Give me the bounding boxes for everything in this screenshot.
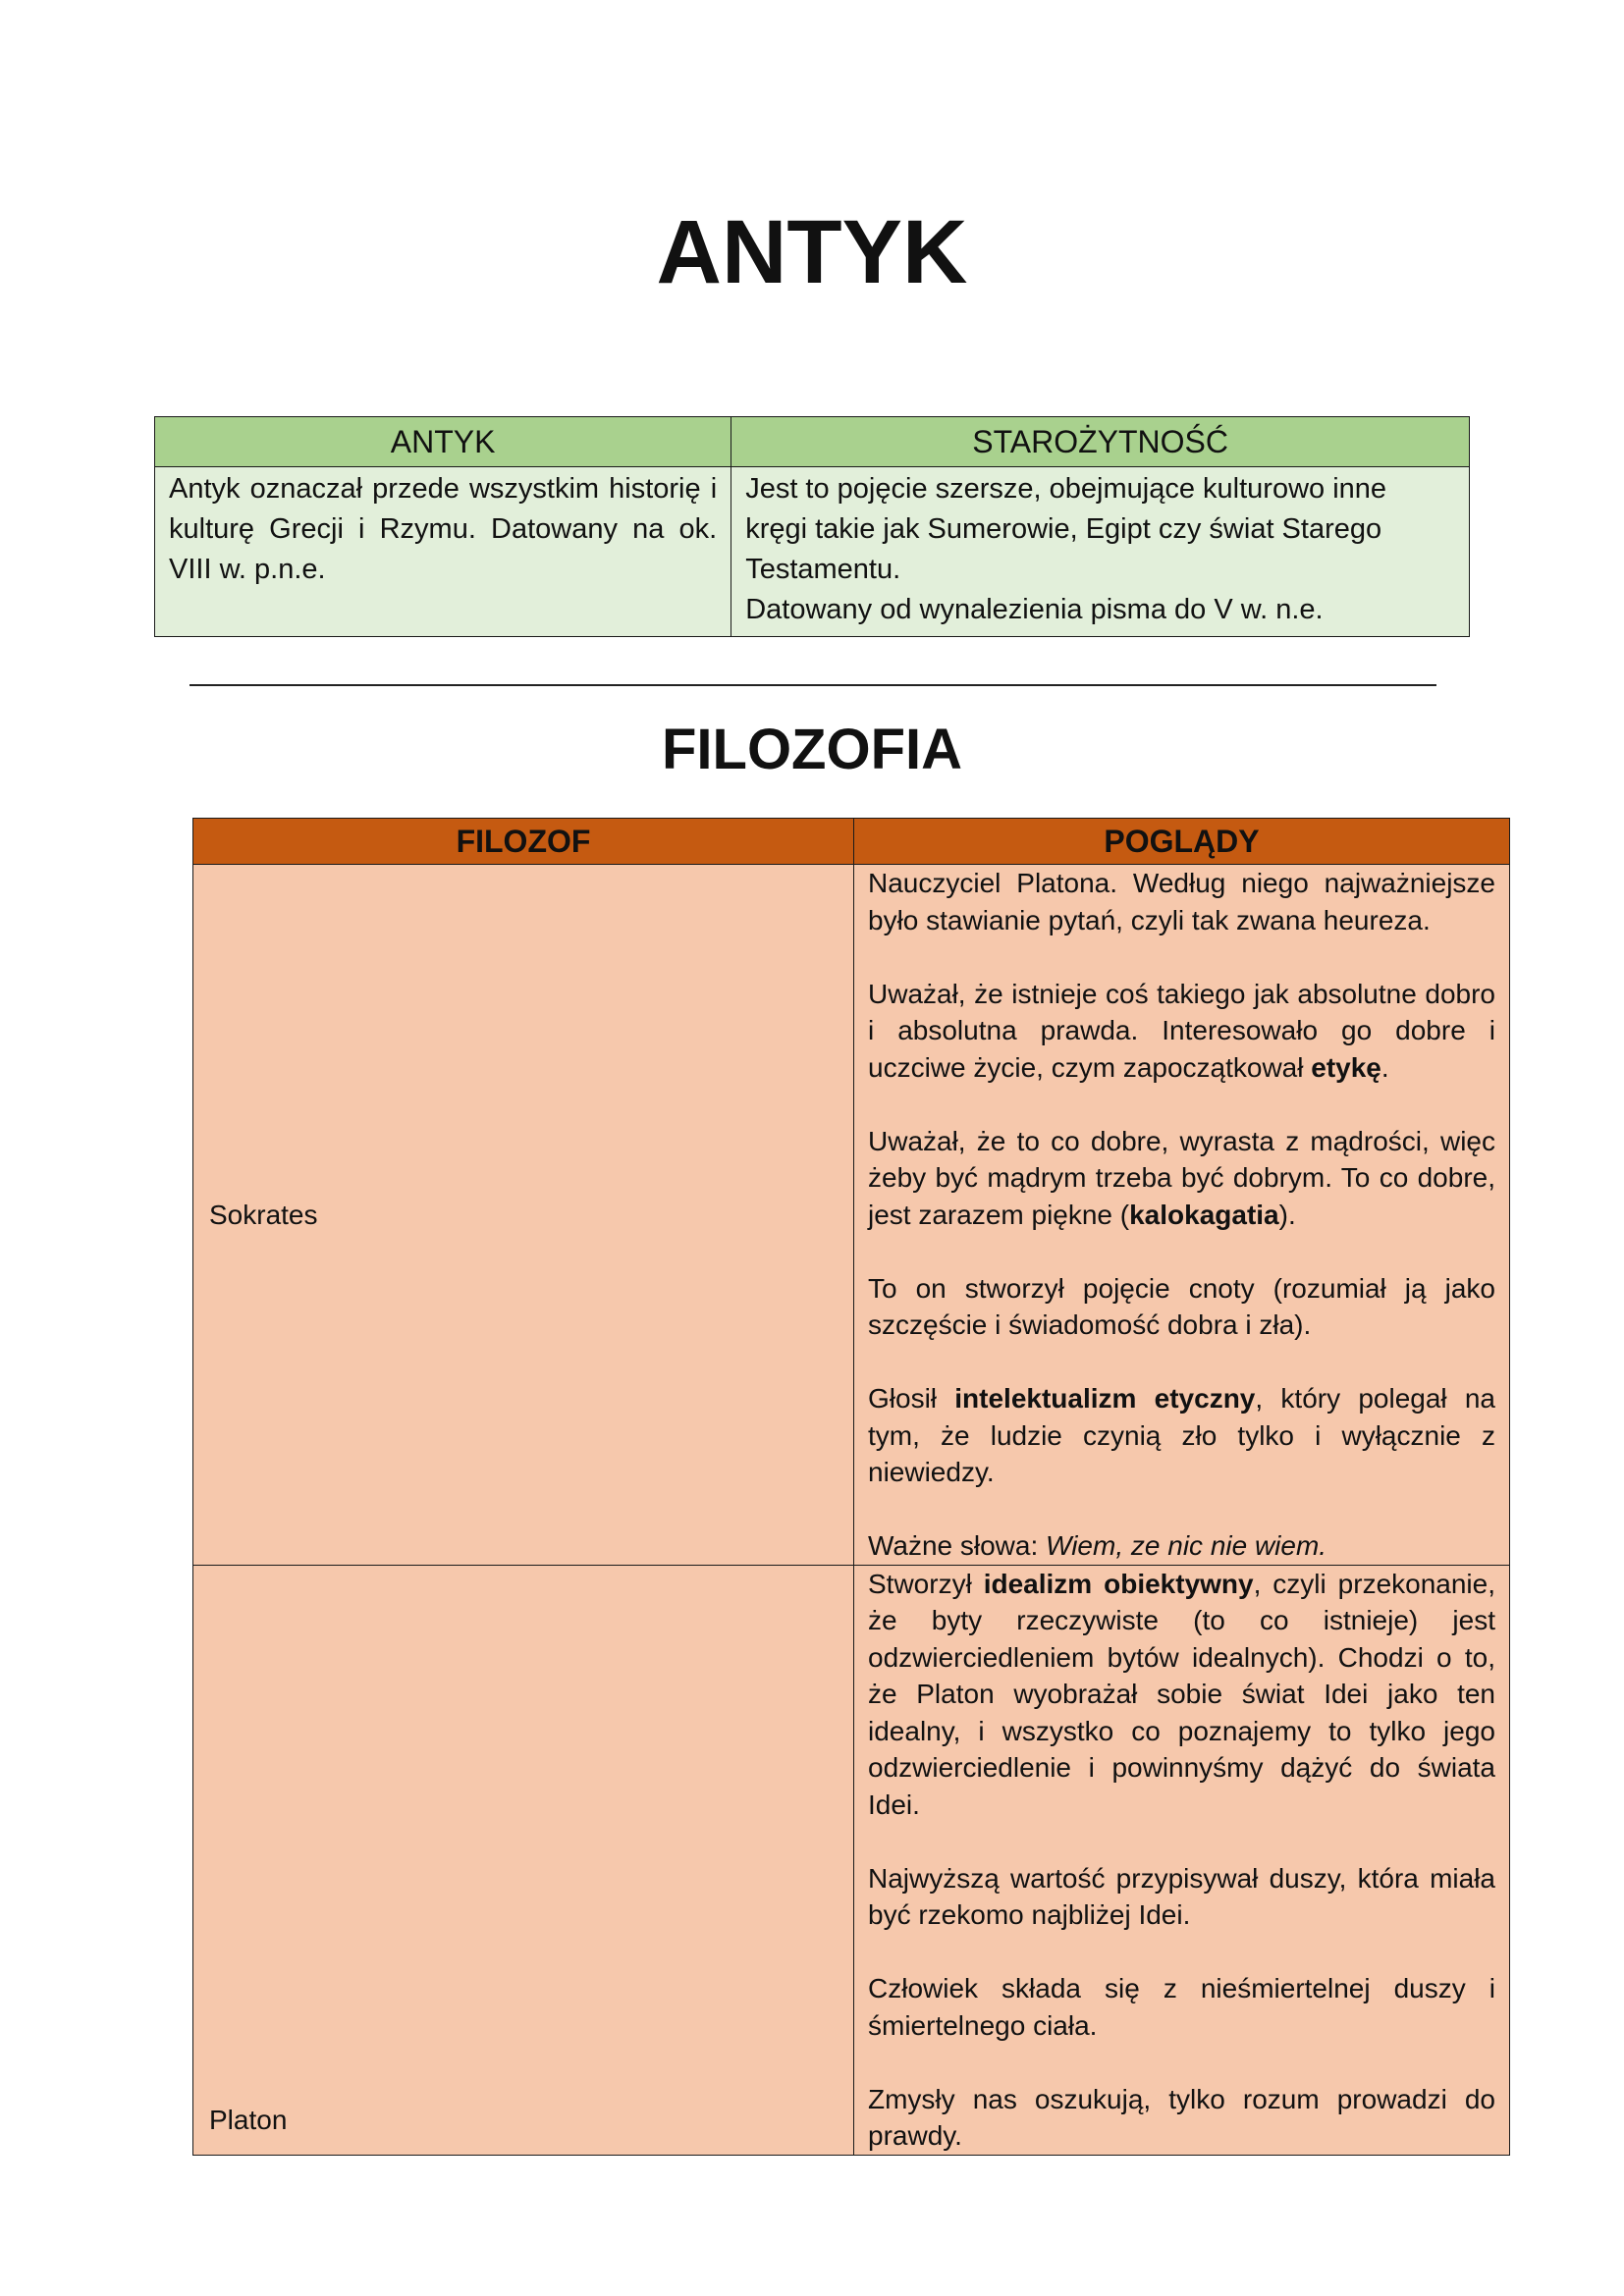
- views-paragraph: Ważne słowa: Wiem, ze nic nie wiem.: [868, 1530, 1327, 1561]
- filozof-column-header: FILOZOF: [193, 819, 854, 865]
- antyk-table: [154, 416, 1470, 637]
- views-paragraph: Głosił intelektualizm etyczny, który polegał na tym, że ludzie czynią zło tylko i wyłącznie z niewiedzy.: [868, 1383, 1496, 1487]
- filozofia-table: [192, 818, 1510, 2156]
- philosopher-views: [854, 865, 1510, 1566]
- philosopher-name: Platon: [193, 1565, 854, 2155]
- views-paragraph: Stworzył idealizm obiektywny, czyli przekonanie, że byty rzeczywiste (to co istnieje) jest odzwierciedleniem bytów idealnych). Chodzi o to, że Platon wyobrażał sobie świat Idei jako ten idealny, i wszystko co poznajemy to tylko jego odzwierciedlenie i powinnyśmy dążyć do świata Idei.: [868, 1568, 1495, 1820]
- views-paragraph: Uważał, że istnieje coś takiego jak absolutne dobro i absolutna prawda. Interesowało go dobre i uczciwe życie, czym zapoczątkował etykę.: [868, 978, 1495, 1083]
- page-title: ANTYK: [656, 202, 968, 302]
- starozytnosc-column-header: STAROŻYTNOŚĆ: [731, 417, 1470, 467]
- starozytnosc-text-1: Jest to pojęcie szersze, obejmujące kulturowo inne kręgi takie jak Sumerowie, Egipt czy świat Starego Testamentu.: [745, 473, 1387, 585]
- views-paragraph: Człowiek składa się z nieśmiertelnej duszy i śmiertelnego ciała.: [868, 1973, 1495, 2041]
- antyk-column-header: ANTYK: [155, 417, 731, 467]
- table-row: [193, 1565, 1510, 2155]
- views-paragraph: Najwyższą wartość przypisywał duszy, która miała być rzekomo najbliżej Idei.: [868, 1862, 1495, 1930]
- philosopher-name: Sokrates: [193, 865, 854, 1566]
- section-divider: [189, 684, 1436, 686]
- antyk-description: Antyk oznaczał przede wszystkim historię i kulturę Grecji i Rzymu. Datowany na ok. VIII w. p.n.e.: [155, 467, 731, 637]
- starozytnosc-text-2: Datowany od wynalezienia pisma do V w. n.e.: [745, 594, 1324, 625]
- section-title: FILOZOFIA: [661, 718, 963, 781]
- views-paragraph: Uważał, że to co dobre, wyrasta z mądrości, więc żeby być mądrym trzeba być dobrym. To co dobre, jest zarazem piękne (kalokagatia).: [868, 1125, 1495, 1230]
- table-row: [193, 865, 1510, 1566]
- poglady-column-header: POGLĄDY: [854, 819, 1510, 865]
- starozytnosc-description: [731, 467, 1470, 637]
- views-paragraph: Nauczyciel Platona. Według niego najważniejsze było stawianie pytań, czyli tak zwana heureza.: [868, 868, 1495, 935]
- views-paragraph: To on stworzył pojęcie cnoty (rozumiał ją jako szczęście i świadomość dobra i zła).: [868, 1272, 1495, 1340]
- views-paragraph: Zmysły nas oszukują, tylko rozum prowadzi do prawdy.: [868, 2083, 1495, 2151]
- philosopher-views: [854, 1565, 1510, 2155]
